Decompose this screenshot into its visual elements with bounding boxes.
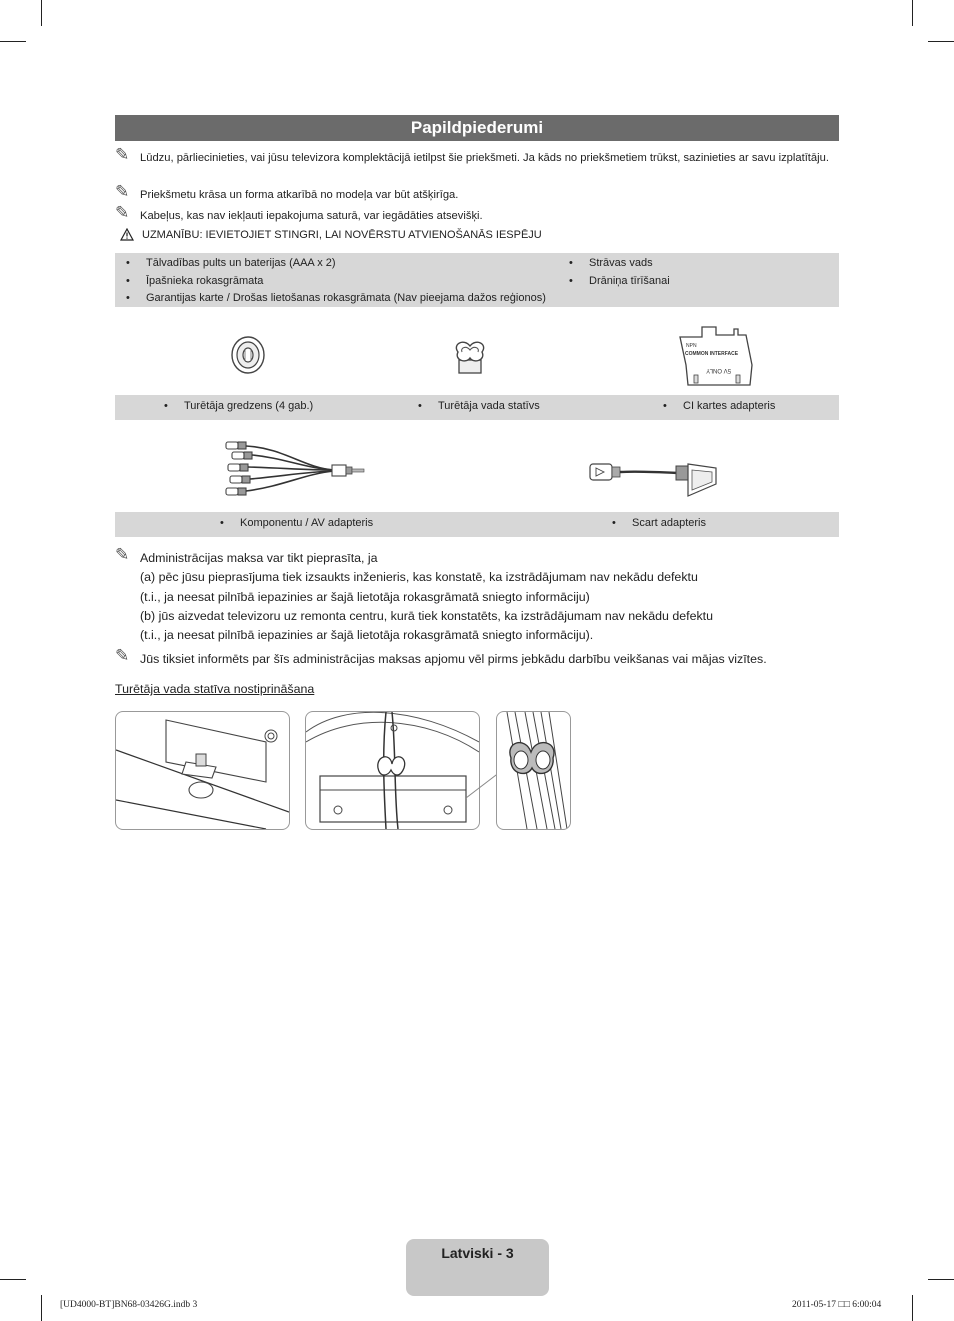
component-av-adapter-illustration (224, 438, 366, 502)
crop-mark (0, 41, 26, 42)
ci-card-label-npn: NPN (686, 343, 697, 349)
pencil-note-icon: ✎ (115, 646, 130, 665)
section-title: Papildpiederumi (115, 115, 839, 141)
note-text: Priekšmetu krāsa un forma atkarībā no modeļa var būt atšķirīga. (140, 189, 459, 201)
admin-fee-line: (t.i., ja neesat pilnībā iepazinies ar šajā lietotāja rokasgrāmatā sniegto informāciju). (140, 628, 594, 642)
zoom-connector-lines (466, 770, 500, 800)
pencil-note-icon: ✎ (115, 545, 130, 564)
assembly-step-1 (115, 711, 290, 830)
warning-icon (120, 228, 134, 241)
assembly-step-2 (305, 711, 480, 830)
page-number: Latviski - 3 (441, 1245, 514, 1261)
crop-mark (912, 1295, 913, 1321)
caution-text: UZMANĪBU: IEVIETOJIET STINGRI, LAI NOVĒRSTU ATVIENOŠANĀS IESPĒJU (142, 229, 542, 241)
admin-fee-line: (a) pēc jūsu pieprasījuma tiek izsaukts inženieris, kas konstatē, ka izstrādājumam nav nekādu defektu (140, 570, 698, 584)
print-filename: [UD4000-BT]BN68-03426G.indb 3 (60, 1300, 198, 1310)
note-text: Lūdzu, pārliecinieties, vai jūsu televizora komplektācijā ietilpst šie priekšmeti. Ja kāds no priekšmetiem trūkst, sazinieties ar savu izplatītāju. (140, 152, 829, 164)
scart-adapter-illustration (588, 458, 720, 500)
crop-mark (928, 41, 954, 42)
pencil-note-icon: ✎ (115, 182, 130, 201)
assembly-step-3 (496, 711, 571, 830)
pencil-note-icon: ✎ (115, 203, 130, 222)
crop-mark (41, 0, 42, 26)
ci-card-label-5v-only: 5V ONLY (706, 367, 731, 373)
cable-routing-illustration (306, 712, 479, 829)
admin-fee-line: (t.i., ja neesat pilnībā iepazinies ar šajā lietotāja rokasgrāmatā sniegto informāciju) (140, 590, 590, 604)
ci-card-label-common-interface: COMMON INTERFACE (685, 351, 739, 357)
ci-card-adapter-illustration (676, 325, 756, 387)
admin-fee-intro: Administrācijas maksa var tikt pieprasīta, ja (140, 551, 378, 565)
admin-fee-final: Jūs tiksiet informēts par šīs administrācijas maksas apjomu vēl pirms jebkādu darbību veikšanas vai mājas vizītes. (140, 652, 767, 666)
crop-mark (912, 0, 913, 26)
stand-assembly-illustration (116, 712, 289, 829)
crop-mark (0, 1279, 26, 1280)
pencil-note-icon: ✎ (115, 145, 130, 164)
admin-fee-line: (b) jūs aizvedat televizoru uz remonta centru, kurā tiek konstatēts, ka izstrādājumam nav nekādu defektu (140, 609, 714, 623)
holder-ring-illustration (228, 333, 268, 377)
cable-stand-illustration (450, 336, 490, 376)
holder-closeup-illustration (497, 712, 570, 829)
print-timestamp: 2011-05-17 □□ 6:00:04 (792, 1300, 882, 1310)
crop-mark (41, 1295, 42, 1321)
subheading: Turētāja vada statīva nostiprināšana (115, 682, 315, 696)
note-text: Kabeļus, kas nav iekļauti iepakojuma saturā, var iegādāties atsevišķi. (140, 210, 483, 222)
crop-mark (928, 1279, 954, 1280)
